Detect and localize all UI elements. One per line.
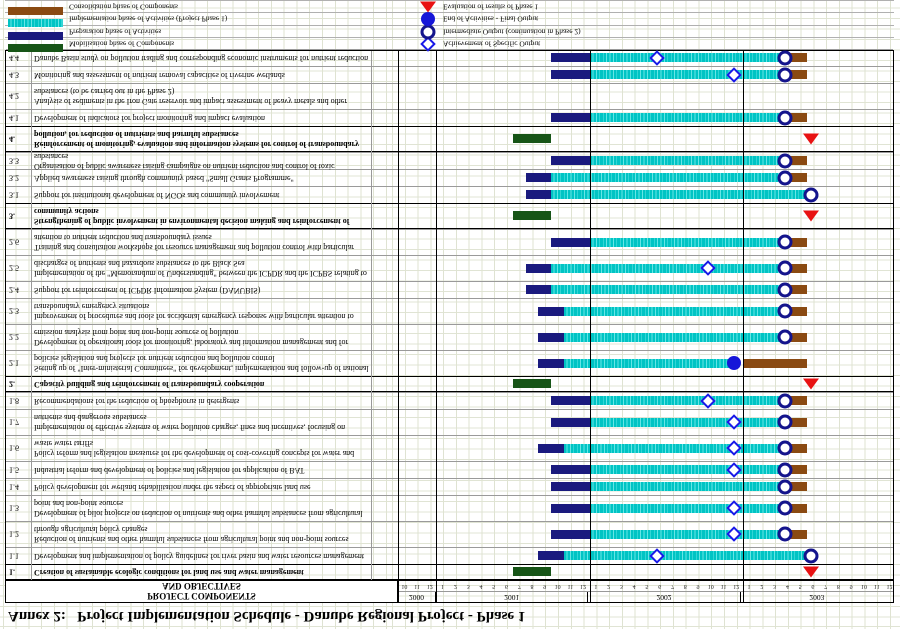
month-cell: 7 [670, 583, 674, 589]
row-number: 4.3 [9, 70, 19, 80]
row-number: 4.4 [9, 53, 19, 63]
legend-phase-label: Preparation phase of Activities [69, 27, 162, 37]
bar-preparation [526, 286, 552, 295]
schedule-row [6, 435, 893, 461]
milestone-circle-filled-icon [727, 357, 741, 371]
bar-implementation [564, 333, 781, 342]
legend-row [5, 0, 894, 13]
row-number: 1.4 [9, 482, 19, 492]
schedule-row [6, 229, 893, 255]
year-cell: 2002 [588, 592, 740, 602]
legend-swatch-consolidation-icon [8, 7, 63, 15]
row-number: 2.5 [9, 264, 19, 273]
legend-milestone-label: Intermediate Output (continuation in Phase 2) [443, 27, 581, 37]
schedule-row [6, 409, 893, 435]
milestone-circle-open-icon [778, 235, 793, 250]
milestone-circle-open-icon [778, 111, 793, 126]
month-cell: 6 [505, 583, 508, 589]
row-label: Development of pilot projects on reduction of nutrients and other harmful substances from agricultural point and non-point sources [34, 499, 363, 519]
bar-implementation [590, 238, 782, 247]
row-number: 1.8 [9, 396, 19, 406]
schedule-row [6, 152, 893, 169]
month-cell: 7 [824, 583, 828, 589]
milestone-circle-open-icon [778, 463, 793, 478]
schedule-row [6, 392, 893, 409]
row-label: Development of operational tools for monitoring, laboratory and information management and for emission analysis from point and non-point sources of pollution [34, 328, 349, 348]
bar-preparation [551, 466, 589, 475]
schedule-row [6, 126, 893, 152]
milestone-circle-open-icon [778, 171, 793, 186]
row-number: 3. [9, 211, 15, 221]
schedule-row [6, 203, 893, 229]
milestone-circle-open-icon [803, 188, 818, 203]
schedule-row [6, 109, 893, 126]
row-number: 2.4 [9, 285, 19, 295]
row-number: 4.2 [9, 92, 19, 101]
row-label: Policy development for wetland rehabilitation under the aspect of appropriate land use [34, 483, 311, 492]
row-number: 1.7 [9, 418, 19, 427]
month-cell: 4 [479, 583, 483, 589]
month-cell: 5 [645, 583, 649, 589]
row-label: Setting up of "Inter-ministerial Committees" for development, implementation and follow-up of national policies legislation and projects for nutrient reduction and pollution control [34, 354, 369, 374]
bar-implementation [590, 397, 782, 406]
row-label: Development of indicators for project monitoring and impact evaluation [34, 114, 266, 123]
month-cell: 4 [632, 583, 636, 589]
row-label: Organisation of public awareness raising campaigns on nutrient reduction and control of toxic substances [34, 152, 335, 171]
row-number: 1. [9, 567, 15, 577]
milestone-circle-open-icon [778, 330, 793, 345]
month-cell: 8 [836, 583, 840, 589]
row-label: Creation of sustainable ecologic conditions for land use and water management [34, 568, 304, 577]
month-cell: 2 [453, 583, 457, 589]
bar-preparation [551, 71, 589, 80]
bar-preparation [551, 157, 589, 166]
bar-implementation [590, 418, 782, 427]
legend-swatch-mobilisation-icon [8, 45, 63, 53]
bar-preparation [551, 483, 589, 492]
bar-implementation [590, 157, 782, 166]
row-number: 4.1 [9, 113, 19, 123]
bar-implementation [551, 286, 781, 295]
milestone-circle-open-icon [778, 261, 793, 276]
row-number: 1.5 [9, 465, 19, 475]
schedule-row [6, 49, 893, 66]
row-label: Capacity building and reinforcement of transboundary cooperation [34, 380, 265, 389]
schedule-row [6, 255, 893, 281]
bar-mobilisation [513, 380, 551, 389]
legend-row [5, 25, 894, 38]
year-header-row [398, 591, 893, 602]
row-label: Recommendations for the reduction of phosphorus in detergents [34, 397, 240, 406]
row-number: 4. [9, 134, 15, 144]
row-number: 2.3 [9, 307, 19, 316]
row-label: Training and consultation workshops for resource management and pollution control with particular attention to nutrient reduction and transboundary issues [34, 233, 354, 253]
milestone-triangle-icon [803, 567, 819, 578]
schedule-row [6, 376, 893, 392]
row-number: 2. [9, 379, 15, 389]
month-cell: 1 [594, 583, 598, 589]
milestone-circle-open-icon [778, 394, 793, 409]
row-label: Industrial reform and development of policies and legislation for application of BAT [34, 466, 305, 475]
bar-consolidation [743, 359, 807, 368]
month-cell: 7 [517, 583, 521, 589]
month-cell: 3 [619, 583, 623, 589]
milestone-triangle-icon [803, 134, 819, 145]
month-cell: 11 [873, 583, 880, 589]
schedule-row [6, 461, 893, 478]
bar-implementation [590, 483, 782, 492]
schedule-rows [6, 49, 893, 580]
month-cell: 3 [466, 583, 470, 589]
milestone-circle-open-icon [778, 480, 793, 495]
bar-implementation [564, 359, 730, 368]
bar-preparation [538, 307, 564, 316]
bar-preparation [551, 530, 589, 539]
schedule-row [6, 281, 893, 298]
schedule-row [6, 495, 893, 521]
month-cell: 10 [401, 583, 408, 589]
row-number: 1.6 [9, 444, 19, 453]
month-cell: 11 [567, 583, 574, 589]
row-label: Support for reinforcement of ICPDR Information System (DANUBIS) [34, 286, 261, 295]
row-label: Support for institutional development of NGOs and community involvement [34, 191, 280, 200]
legend-triangle-icon [420, 1, 436, 12]
month-cell: 12 [886, 583, 893, 589]
milestone-circle-open-icon [803, 549, 818, 564]
bar-implementation [590, 114, 782, 123]
month-cell: 2 [760, 583, 764, 589]
row-label: Development and implementation of policy guidelines for river basin and water resources management [34, 552, 365, 561]
bar-preparation [538, 444, 564, 453]
row-label: Reduction of nutrients and other harmful substances from agricultural point and non-point sources through agricultural policy changes [34, 525, 349, 545]
schedule-row [6, 547, 893, 564]
schedule-row [6, 521, 893, 547]
bar-preparation [538, 552, 564, 561]
milestone-circle-open-icon [778, 154, 793, 169]
schedule-row [6, 298, 893, 324]
row-label: Strengthening of public involvement in environmental decision making and reinforcement of community actions [34, 207, 350, 226]
legend-milestone-label: End of Activities - Final Output [443, 14, 539, 24]
bar-preparation [551, 238, 589, 247]
month-cell: 8 [530, 583, 534, 589]
legend-phase-label: Mobilisation phase of Components [69, 39, 175, 49]
bar-preparation [551, 54, 589, 63]
legend [5, 0, 894, 50]
month-cell: 3 [773, 583, 777, 589]
bar-preparation [551, 114, 589, 123]
row-label: Reinforcement of monitoring, evaluation and information systems for control of transboundary pollution, for reduction of nutrients and harmful substances [34, 130, 360, 149]
page-title: Annex 2: Project Implementation Schedule - Danube Regional Project - Phase 1 [8, 608, 526, 624]
row-label: Implementation of effective systems of water pollution charges, fines and incentives, focusing on nutrients and dangerous substances [34, 413, 346, 433]
row-label: Improvement of procedures and tools for accidental emergency response with particular attention to transboundary emergency situations [34, 302, 354, 322]
month-cell: 5 [492, 583, 496, 589]
legend-phase-label: Consolidation phase of Components [69, 2, 178, 12]
bar-implementation [590, 71, 782, 80]
month-header-row [398, 580, 893, 591]
schedule-row [6, 478, 893, 495]
row-number: 1.1 [9, 551, 19, 561]
legend-swatch-implementation-icon [8, 20, 63, 28]
month-cell: 9 [849, 583, 853, 589]
milestone-circle-open-icon [778, 441, 793, 456]
month-cell: 11 [414, 583, 421, 589]
bar-implementation [590, 504, 782, 513]
bar-preparation [551, 418, 589, 427]
month-cell: 1 [441, 583, 445, 589]
milestone-triangle-icon [803, 211, 819, 222]
year-cell: 2001 [436, 592, 588, 602]
row-label: Implementation of the "Memorandum of Understanding" between the ICPDR and the ICPBS relating to discharges of nutrients and hazardous substances to the Black Sea [34, 259, 367, 279]
month-cell: 10 [554, 583, 561, 589]
bar-implementation [564, 552, 807, 561]
month-cell: 4 [785, 583, 789, 589]
month-cell: 12 [580, 583, 587, 589]
milestone-circle-open-icon [778, 527, 793, 542]
components-header-line2: AND OBJECTIVES [162, 581, 241, 592]
legend-row [5, 38, 894, 51]
row-label: Analysis of sediments in the Iron Gate reservoir and impact assessment of heavy metals and other substances (to be carried out in the Phase 2) [34, 87, 348, 107]
month-cell: 2 [607, 583, 611, 589]
gantt-table [5, 50, 894, 603]
year-cell: 2000 [398, 592, 436, 602]
schedule-row [6, 186, 893, 203]
legend-phase-label: Implementation phase of Activities (Project Phase 1) [69, 14, 228, 24]
month-cell: 1 [747, 583, 751, 589]
month-cell: 9 [543, 583, 547, 589]
legend-row [5, 13, 894, 26]
schedule-row [6, 169, 893, 186]
bar-preparation [526, 191, 552, 200]
milestone-circle-open-icon [778, 51, 793, 66]
bar-implementation [564, 444, 781, 453]
schedule-row [6, 564, 893, 580]
row-number: 3.1 [9, 190, 19, 200]
month-cell: 5 [798, 583, 802, 589]
bar-mobilisation [513, 568, 551, 577]
month-cell: 12 [426, 583, 433, 589]
bar-preparation [526, 264, 552, 273]
bar-preparation [526, 174, 552, 183]
milestone-circle-open-icon [778, 283, 793, 298]
bar-implementation [551, 174, 781, 183]
month-cell: 12 [733, 583, 740, 589]
row-label: Danube Basin study on pollution trading and corresponding economic instruments for nutrient reduction [34, 54, 369, 63]
bar-implementation [590, 530, 782, 539]
bar-implementation [590, 466, 782, 475]
row-number: 3.3 [9, 156, 19, 166]
month-cell: 10 [707, 583, 714, 589]
milestone-circle-open-icon [778, 501, 793, 516]
month-cell: 9 [696, 583, 700, 589]
month-cell: 10 [860, 583, 867, 589]
row-number: 2.1 [9, 359, 19, 368]
legend-circle-filled-icon [421, 12, 435, 26]
components-header-cell [6, 580, 398, 602]
month-cell: 6 [811, 583, 815, 589]
legend-milestone-label: Evaluation of results of Phase 1 [443, 2, 539, 12]
row-label: Policy reform and legislation measures for the development of cost-covering concepts for water and waste water tariffs [34, 439, 355, 459]
row-number: 1.2 [9, 530, 19, 539]
row-number: 2.2 [9, 333, 19, 342]
row-label: Monitoring and assessment of nutrient removal capacities of riverine wetlands [34, 71, 285, 80]
components-header-line1: PROJECT COMPONENTS [147, 591, 256, 602]
milestone-circle-open-icon [778, 68, 793, 83]
schedule-row [6, 350, 893, 376]
bar-implementation [551, 191, 806, 200]
month-cell: 8 [683, 583, 687, 589]
bar-preparation [551, 397, 589, 406]
bar-mobilisation [513, 135, 551, 144]
bar-preparation [538, 359, 564, 368]
schedule-row [6, 83, 893, 109]
row-number: 1.3 [9, 504, 19, 513]
bar-implementation [564, 307, 781, 316]
row-number: 2.6 [9, 238, 19, 247]
milestone-circle-open-icon [778, 415, 793, 430]
bar-preparation [551, 504, 589, 513]
bar-mobilisation [513, 212, 551, 221]
month-cell: 6 [658, 583, 662, 589]
schedule-row [6, 324, 893, 350]
year-cell: 2003 [809, 593, 825, 602]
month-cell: 11 [720, 583, 727, 589]
bar-implementation [551, 264, 781, 273]
legend-swatch-preparation-icon [8, 32, 63, 40]
milestone-circle-open-icon [778, 304, 793, 319]
milestone-triangle-icon [803, 379, 819, 390]
bar-implementation [590, 54, 782, 63]
row-label: Applied awareness raising through community based "Small Grants Programme" [34, 174, 294, 183]
legend-milestone-label: Achievement of Specific Output [443, 39, 541, 49]
legend-circle-open-icon [421, 24, 436, 39]
row-number: 3.2 [9, 173, 19, 183]
schedule-row [6, 66, 893, 83]
bar-preparation [538, 333, 564, 342]
